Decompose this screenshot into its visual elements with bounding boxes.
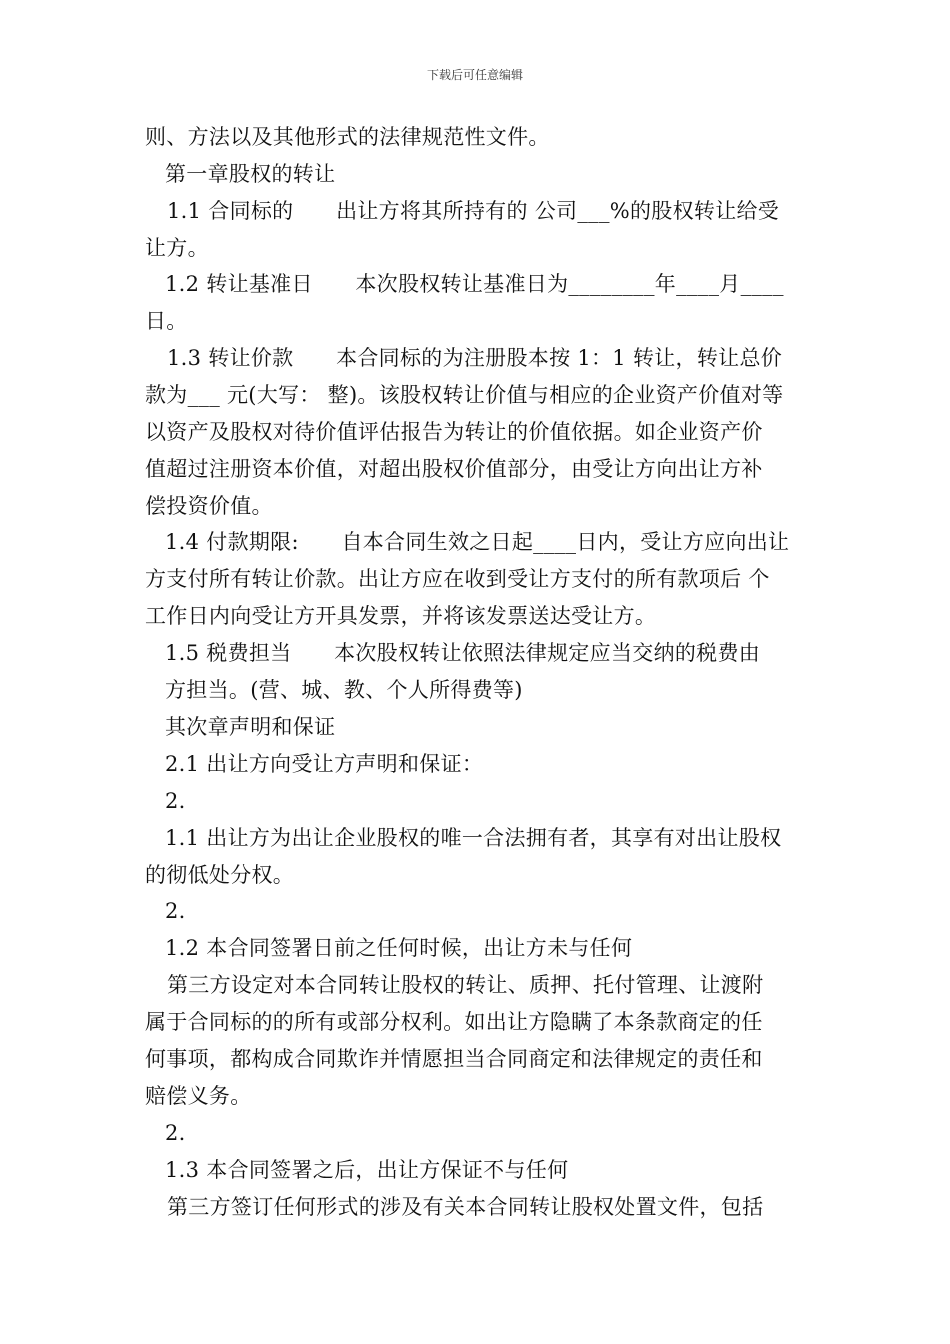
clause-line: 2.1 出让方向受让方声明和保证： <box>165 752 484 776</box>
body-line: 日。 <box>145 309 188 333</box>
clause-line: 1.2 本合同签署日前之任何时候，出让方未与任何 <box>165 936 633 960</box>
body-line: 偿投资价值。 <box>145 494 273 518</box>
body-line: 第三方签订任何形式的涉及有关本合同转让股权处置文件，包括 <box>167 1195 764 1219</box>
body-line: 工作日内向受让方开具发票，并将该发票送达受让方。 <box>145 604 657 628</box>
body-line: 方担当。(营、城、教、个人所得费等) <box>165 678 523 702</box>
clause-line: 1.4 付款期限: 自本合同生效之日起____日内，受让方应向出让 <box>165 530 790 554</box>
body-line: 属于合同标的的所有或部分权利。如出让方隐瞒了本条款商定的任 <box>145 1010 763 1034</box>
clause-number: 2. <box>165 1121 186 1145</box>
chapter-heading: 第一章股权的转让 <box>165 162 336 186</box>
page-header-note: 下载后可任意编辑 <box>426 68 523 82</box>
body-line: 款为___ 元(大写： 整)。该股权转让价值与相应的企业资产价值对等 <box>145 383 784 407</box>
clause-line: 1.5 税费担当 本次股权转让依照法律规定应当交纳的税费由 <box>165 641 761 665</box>
body-line: 第三方设定对本合同转让股权的转让、质押、托付管理、让渡附 <box>167 973 764 997</box>
clause-line: 1.3 转让价款 本合同标的为注册股本按 1：1 转让，转让总价 <box>167 346 783 370</box>
clause-line: 1.3 本合同签署之后，出让方保证不与任何 <box>165 1158 569 1182</box>
body-line: 以资产及股权对待价值评估报告为转让的价值依据。如企业资产价 <box>145 420 763 444</box>
clause-number: 2. <box>165 789 186 813</box>
body-line: 让方。 <box>145 236 209 260</box>
chapter-heading: 其次章声明和保证 <box>165 715 336 739</box>
body-line: 何事项，都构成合同欺诈并情愿担当合同商定和法律规定的责任和 <box>145 1047 763 1071</box>
body-line: 的彻低处分权。 <box>145 863 295 887</box>
body-line: 值超过注册资本价值，对超出股权价值部分，由受让方向出让方补 <box>145 457 763 481</box>
body-line: 则、方法以及其他形式的法律规范性文件。 <box>145 125 550 149</box>
clause-line: 1.1 出让方为出让企业股权的唯一合法拥有者，其享有对出让股权 <box>165 826 782 850</box>
clause-number: 2. <box>165 899 186 923</box>
clause-line: 1.2 转让基准日 本次股权转让基准日为________年____月____ <box>165 272 784 296</box>
body-line: 方支付所有转让价款。出让方应在收到受让方支付的所有款项后 个 <box>145 567 770 591</box>
body-line: 赔偿义务。 <box>145 1084 252 1108</box>
clause-line: 1.1 合同标的 出让方将其所持有的 公司___%的股权转让给受 <box>167 199 780 223</box>
